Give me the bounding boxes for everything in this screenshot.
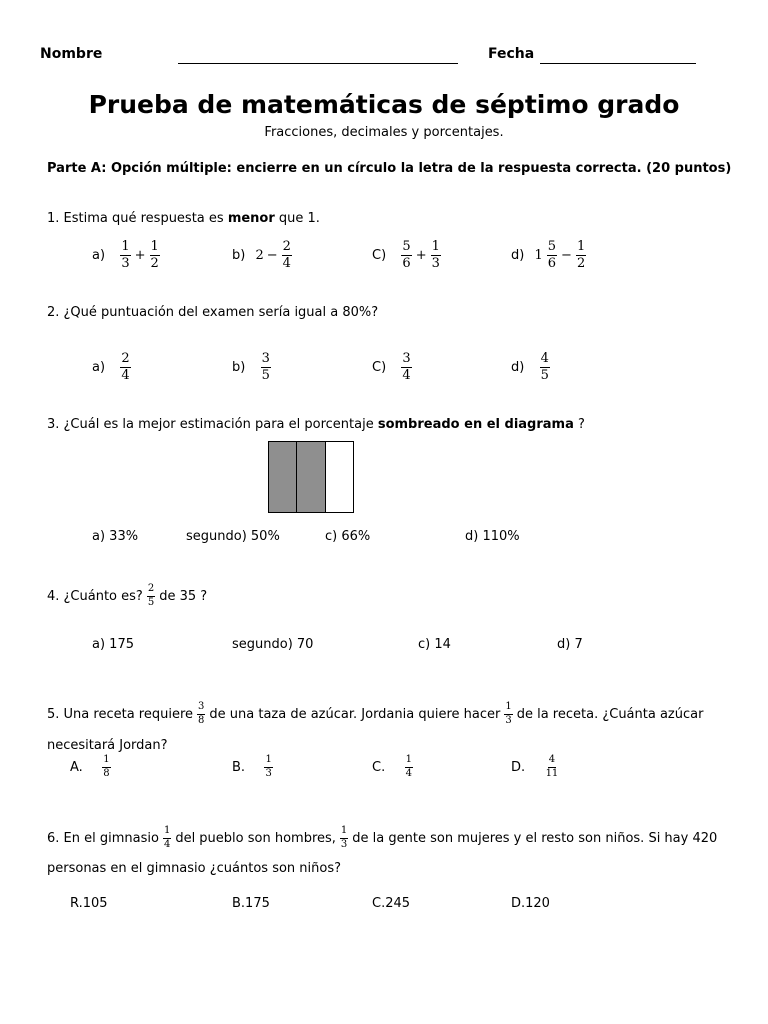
q1-text-post: que 1. (274, 211, 320, 226)
q3-text-bold: sombreado en el diagrama (377, 417, 574, 432)
diagram-unshaded-part (326, 442, 353, 512)
q4-option-d[interactable]: d) 7 (557, 637, 583, 652)
q5-option-c[interactable]: C. $\frac{1}{4}$ (372, 754, 412, 779)
q5-option-b[interactable]: B. $\frac{1}{3}$ (232, 754, 272, 779)
q3-option-c[interactable]: c) 66% (325, 529, 371, 544)
q5-option-d[interactable]: D. $\frac{4}{11}$ (511, 754, 559, 779)
q1-option-d-label: d) (511, 247, 525, 263)
question-1 (47, 211, 320, 226)
question-6-line-2: personas en el gimnasio ¿cuántos son niños? (47, 861, 342, 876)
q2-option-a[interactable]: a) $\frac{2}{4}$ (92, 351, 130, 383)
q2-option-b[interactable]: b) $\frac{3}{5}$ (232, 351, 270, 383)
q3-option-d[interactable]: d) 110% (465, 529, 520, 544)
q1-option-a[interactable]: a) $\frac{1}{3}$ + $\frac{1}{2}$ (92, 239, 159, 271)
name-label: Nombre (40, 46, 103, 62)
q3-option-a[interactable]: a) 33% (92, 529, 139, 544)
q1-option-a-label: a) (92, 247, 106, 263)
q1-option-c-label: C) (372, 247, 387, 263)
q4-option-b[interactable]: segundo) 70 (232, 637, 314, 652)
q1-option-b[interactable]: b) 2 − $\frac{2}{4}$ (232, 239, 291, 271)
q1-option-c[interactable]: C) $\frac{5}{6}$ + $\frac{1}{3}$ (372, 239, 440, 271)
q1-option-b-label: b) (232, 247, 246, 263)
part-a-instructions: Parte A: Opción múltiple: encierre en un círculo la letra de la respuesta correcta. (20 puntos) (47, 161, 732, 176)
q4-option-a[interactable]: a) 175 (92, 637, 134, 652)
question-5-line-2: necesitará Jordan? (47, 738, 168, 753)
diagram-shaded-part (297, 442, 325, 512)
q6-option-d[interactable]: D.120 (511, 896, 550, 911)
q2-option-c[interactable]: C) $\frac{3}{4}$ (372, 351, 411, 383)
question-3: 3. ¿Cuál es la mejor estimación para el porcentaje sombreado en el diagrama ? (47, 417, 585, 432)
shaded-diagram (268, 441, 354, 513)
q5-option-a[interactable]: A. $\frac{1}{8}$ (70, 754, 110, 779)
name-blank-line[interactable] (178, 63, 458, 64)
q3-option-b[interactable]: segundo) 50% (186, 529, 280, 544)
q4-option-c[interactable]: c) 14 (418, 637, 451, 652)
q6-option-a[interactable]: R.105 (70, 896, 108, 911)
date-label: Fecha (488, 46, 535, 62)
q2-option-d[interactable]: d) $\frac{4}{5}$ (511, 351, 549, 383)
page-subtitle: Fracciones, decimales y porcentajes. (264, 125, 504, 140)
question-6: 6. En el gimnasio $\frac{1}{4}$ del pueblo son hombres, $\frac{1}{3}$ de la gente son mujeres y el resto son niños. Si hay 420 (47, 825, 718, 850)
question-5: 5. Una receta requiere $\frac{3}{8}$ de una taza de azúcar. Jordania quiere hacer $\frac{1}{3}$ de la receta. ¿Cuánta azúcar (47, 701, 704, 726)
date-blank-line[interactable] (540, 63, 696, 64)
page-title: Prueba de matemáticas de séptimo grado (88, 90, 680, 119)
diagram-shaded-part (269, 442, 297, 512)
question-4: 4. ¿Cuánto es? $\frac{2}{5}$ de 35 ? (47, 583, 208, 608)
q1-text-pre: 1. Estima qué respuesta es (47, 211, 228, 226)
q1-text-bold: menor (227, 211, 275, 226)
q6-option-c[interactable]: C.245 (372, 896, 411, 911)
question-2: 2. ¿Qué puntuación del examen sería igual a 80%? (47, 305, 379, 320)
q6-option-b[interactable]: B.175 (232, 896, 270, 911)
q1-option-d[interactable]: d) 1 $\frac{5}{6}$ − $\frac{1}{2}$ (511, 239, 586, 271)
